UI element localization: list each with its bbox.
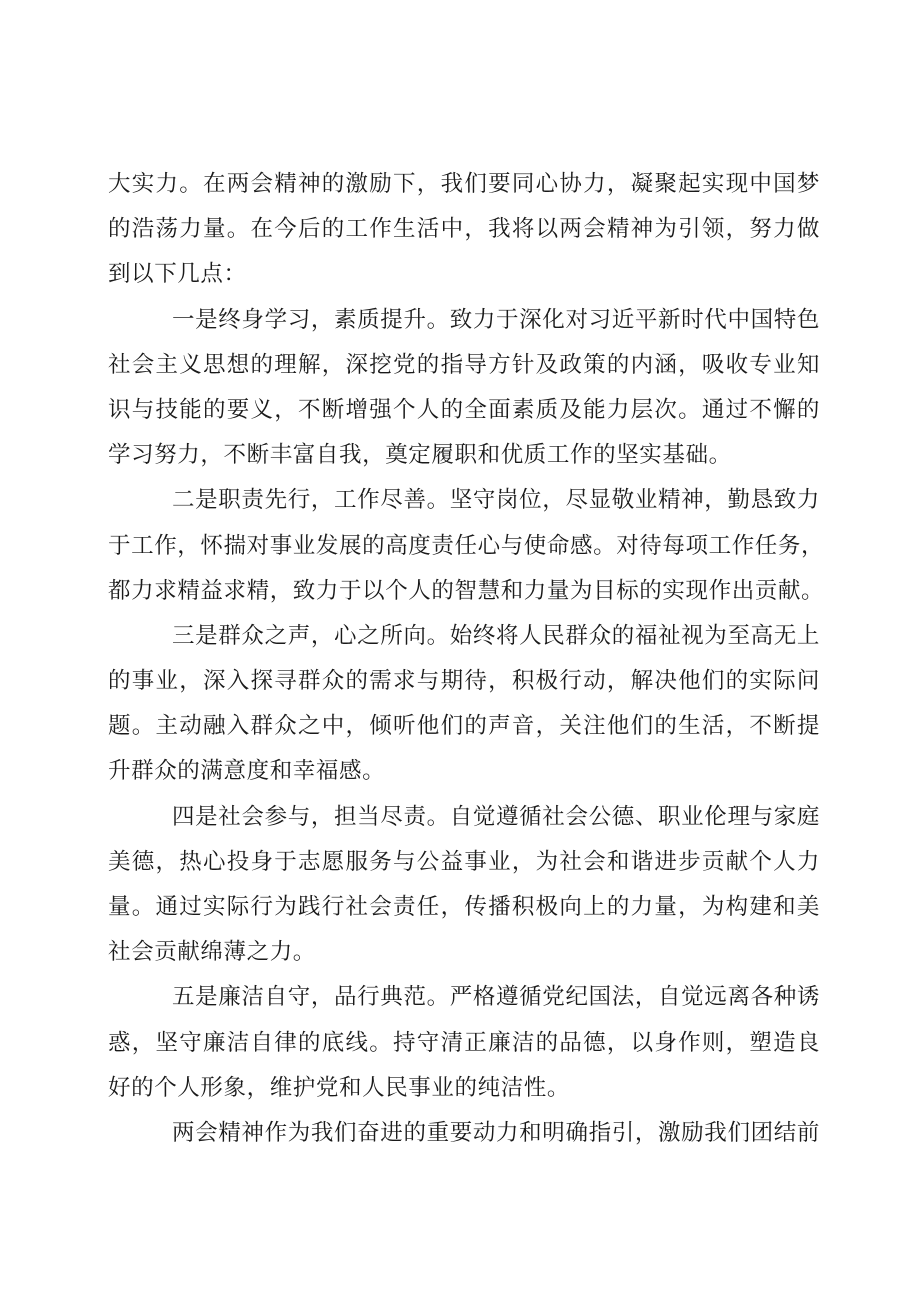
text-line: 社会主义思想的理解，深挖党的指导方针及政策的内涵，吸收专业知 xyxy=(108,351,820,378)
text-line: 升群众的满意度和幸福感。 xyxy=(108,758,386,785)
text-line: 二是职责先行，工作尽善。坚守岗位，尽显敬业精神，勤恳致力 xyxy=(172,487,820,514)
text-line: 一是终身学习，素质提升。致力于深化对习近平新时代中国特色 xyxy=(172,306,820,333)
text-line: 好的个人形象，维护党和人民事业的纯洁性。 xyxy=(108,1074,571,1101)
text-line: 量。通过实际行为践行社会责任，传播积极向上的力量，为构建和美 xyxy=(108,894,820,920)
text-line: 的事业，深入探寻群众的需求与期待，积极行动，解决他们的实际问 xyxy=(108,668,820,695)
text-line: 三是群众之声，心之所向。始终将人民群众的福祉视为至高无上 xyxy=(172,622,820,649)
text-line: 社会贡献绵薄之力。 xyxy=(108,939,316,966)
text-line: 美德，热心投身于志愿服务与公益事业，为社会和谐进步贡献个人力 xyxy=(108,848,820,875)
text-line: 大实力。在两会精神的激励下，我们要同心协力，凝聚起实现中国梦 xyxy=(108,171,820,197)
text-line: 四是社会参与，担当尽责。自觉遵循社会公德、职业伦理与家庭 xyxy=(172,803,820,830)
text-line: 的浩荡力量。在今后的工作生活中，我将以两会精神为引领，努力做 xyxy=(108,216,820,243)
text-line: 于工作，怀揣对事业发展的高度责任心与使命感。对待每项工作任务， xyxy=(108,532,825,559)
document-body xyxy=(108,162,825,1156)
text-line: 都力求精益求精，致力于以个人的智慧和力量为目标的实现作出贡献。 xyxy=(108,577,825,604)
text-line: 惑，坚守廉洁自律的底线。持守清正廉洁的品德，以身作则，塑造良 xyxy=(108,1029,820,1056)
text-line: 题。主动融入群众之中，倾听他们的声音，关注他们的生活，不断提 xyxy=(108,713,820,740)
text-line: 识与技能的要义，不断增强个人的全面素质及能力层次。通过不懈的 xyxy=(108,396,820,423)
text-line: 学习努力，不断丰富自我，奠定履职和优质工作的坚实基础。 xyxy=(108,442,732,469)
text-line: 五是廉洁自守，品行典范。严格遵循党纪国法，自觉远离各种诱 xyxy=(172,984,820,1011)
text-line: 到以下几点： xyxy=(108,261,247,288)
text-line: 两会精神作为我们奋进的重要动力和明确指引，激励我们团结前 xyxy=(172,1119,820,1146)
